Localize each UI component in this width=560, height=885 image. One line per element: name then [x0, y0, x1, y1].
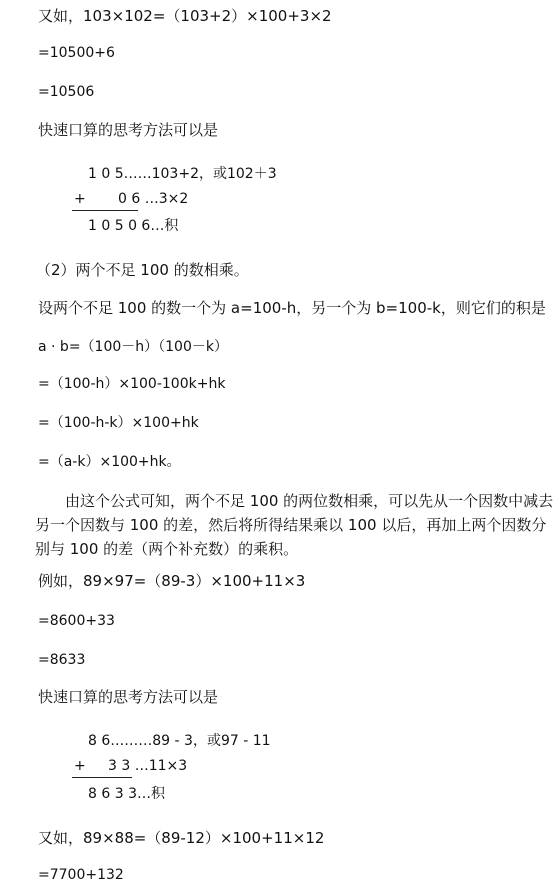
calc1-plus: +: [74, 191, 86, 207]
calc2-row3: 8 6 3 3…积: [88, 786, 165, 802]
line-formula-4: =（a-k）×100+hk。: [38, 454, 181, 470]
line-example-2: 例如，89×97=（89-3）×100+11×3: [38, 572, 306, 590]
line-method-heading-1: 快速口算的思考方法可以是: [38, 121, 219, 139]
calc2-rule: [72, 777, 132, 778]
line-result-1: =10500+6: [38, 45, 115, 61]
line-example-3: 又如，89×88=（89-12）×100+11×12: [38, 829, 325, 847]
calc2-row2: 3 3 …11×3: [108, 758, 188, 774]
section-heading-2: （2）两个不足 100 的数相乘。: [36, 261, 249, 279]
calc2-row1: 8 6………89 - 3，或97 - 11: [88, 733, 271, 749]
explanation-paragraph: 由这个公式可知，两个不足 100 的两位数相乘，可以先从一个因数中减去另一个因数与 100 的差，然后将所得结果乘以 100 以后，再加上两个因数分别与 100 的差（两个补充数）的乘积。: [35, 492, 554, 558]
line-result-2: =10506: [38, 84, 95, 100]
line-result-3: =8600+33: [38, 613, 115, 629]
calc1-row1: 1 0 5……103+2，或102＋3: [88, 166, 277, 182]
line-result-4: =8633: [38, 652, 86, 668]
line-method-heading-2: 快速口算的思考方法可以是: [38, 688, 219, 706]
line-definition: 设两个不足 100 的数一个为 a=100-h，另一个为 b=100-k，则它们的积是: [38, 299, 546, 317]
line-example-1: 又如，103×102=（103+2）×100+3×2: [38, 7, 332, 25]
line-formula-2: =（100-h）×100-100k+hk: [38, 376, 226, 392]
calc2-plus: +: [74, 758, 86, 774]
calc1-row2: 0 6 …3×2: [118, 191, 189, 207]
line-result-5: =7700+132: [38, 867, 124, 883]
calc1-rule: [72, 210, 138, 211]
line-formula-3: =（100-h-k）×100+hk: [38, 415, 199, 431]
calc1-row3: 1 0 5 0 6…积: [88, 218, 179, 234]
line-formula-1: a · b=（100－h）（100－k）: [38, 339, 228, 355]
